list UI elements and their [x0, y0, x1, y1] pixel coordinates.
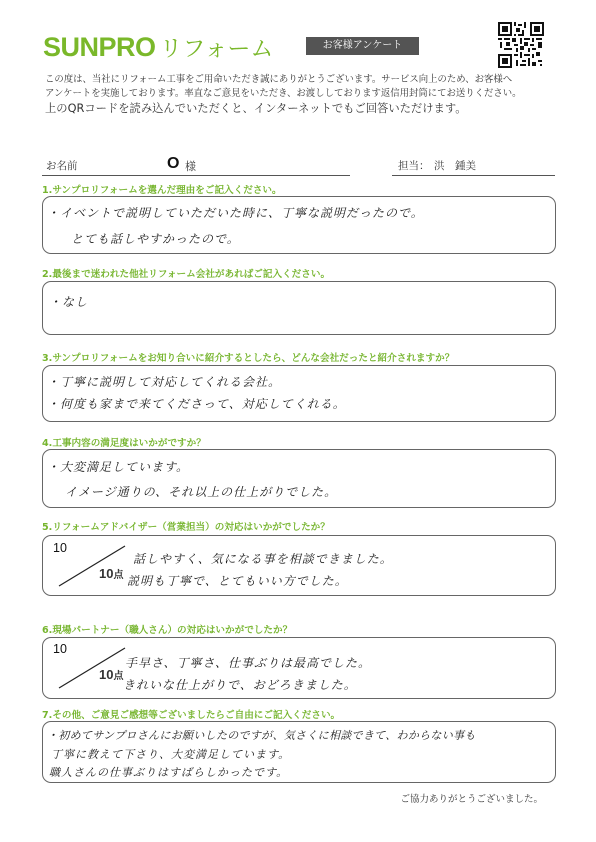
score-6-unit: 点	[113, 671, 124, 682]
honorific: 様	[185, 160, 196, 173]
answer-6-line-1: 手早さ、丁寧さ、仕事ぶりは最高でした。	[125, 656, 372, 670]
logo-brand: SUNPRO	[43, 32, 156, 62]
answer-5-line-2: 説明も丁寧で、とてもいい方でした。	[127, 574, 348, 588]
answer-7-line-2: 丁寧に教えて下さり、大変満足しています。	[51, 748, 291, 761]
answer-1-line-1: ・イベントで説明していただいた時に、丁寧な説明だったので。	[47, 206, 424, 220]
answer-7-line-1: ・初めてサンプロさんにお願いしたのですが、気さくに相談できて、わからない事も	[47, 729, 476, 742]
answer-1-line-2: とても話しやすかったので。	[71, 232, 240, 246]
company-logo	[43, 30, 273, 63]
answer-6-line-2: きれいな仕上がりで、おどろきました。	[123, 678, 357, 692]
staff-name: 洪 鍾美	[434, 160, 476, 172]
staff-label: 担当：	[398, 160, 430, 172]
intro-line-2: アンケートを実施しております。率直なご意見をいただき、お渡ししております返信用封筒にてお送りください。	[45, 88, 522, 99]
question-4-title: 4.工事内容の満足度はいかがですか？	[42, 438, 206, 449]
staff-field	[392, 158, 555, 176]
answer-box-5	[42, 535, 556, 596]
answer-4-line-1: ・大変満足しています。	[47, 460, 190, 474]
score-5-max	[99, 566, 123, 581]
answer-box-3	[42, 365, 556, 422]
answer-box-1	[42, 196, 556, 254]
answer-5-line-1: 話しやすく、気になる事を相談できました。	[133, 552, 393, 566]
name-label: お名前	[46, 160, 78, 172]
answer-7-line-3: 職人さんの仕事ぶりはすばらしかったです。	[49, 766, 289, 779]
score-5-max-number: 10	[99, 566, 114, 581]
score-5-value: 10	[53, 541, 67, 555]
score-6-value: 10	[53, 642, 67, 656]
score-6-max	[99, 667, 123, 682]
survey-badge: お客様アンケート	[306, 37, 419, 55]
answer-4-line-2: イメージ通りの、それ以上の仕上がりでした。	[65, 485, 338, 499]
question-1-title: 1.サンプロリフォームを選んだ理由をご記入ください。	[42, 185, 282, 196]
name-value: O	[167, 155, 180, 172]
customer-name-field	[42, 155, 350, 176]
thanks-message: ご協力ありがとうございました。	[400, 794, 543, 805]
intro-line-3: 上のQRコードを読み込んでいただくと、インターネットでもご回答いただけます。	[45, 102, 467, 115]
question-7-title: 7.その他、ご意見ご感想等ございましたらご自由にご記入ください。	[42, 710, 341, 721]
intro-line-1: この度は、当社にリフォーム工事をご用命いただき誠にありがとうございます。サービス向上のため、お客様へ	[45, 74, 513, 85]
answer-box-4	[42, 449, 556, 508]
question-6-title: 6.現場パートナー（職人さん）の対応はいかがでしたか？	[42, 625, 293, 636]
answer-3-line-2: ・何度も家まで来てくださって、対応してくれる。	[47, 397, 346, 411]
answer-box-6	[42, 637, 556, 699]
answer-box-2	[42, 281, 556, 335]
question-2-title: 2.最後まで迷われた他社リフォーム会社があればご記入ください。	[42, 269, 331, 280]
intro-text	[45, 73, 565, 117]
question-5-title: 5.リフォームアドバイザー（営業担当）の対応はいかがでしたか？	[42, 522, 330, 533]
question-3-title: 3.サンプロリフォームをお知り合いに紹介するとしたら、どんな会社だったと紹介されますか？	[42, 353, 455, 364]
score-6-max-number: 10	[99, 667, 114, 682]
answer-3-line-1: ・丁寧に説明して対応してくれる会社。	[47, 375, 282, 389]
logo-kana: リフォーム	[159, 35, 274, 61]
qr-code-icon[interactable]	[498, 22, 544, 68]
answer-2-line-1: ・なし	[49, 295, 89, 309]
score-5-unit: 点	[113, 570, 124, 581]
answer-box-7	[42, 721, 556, 783]
